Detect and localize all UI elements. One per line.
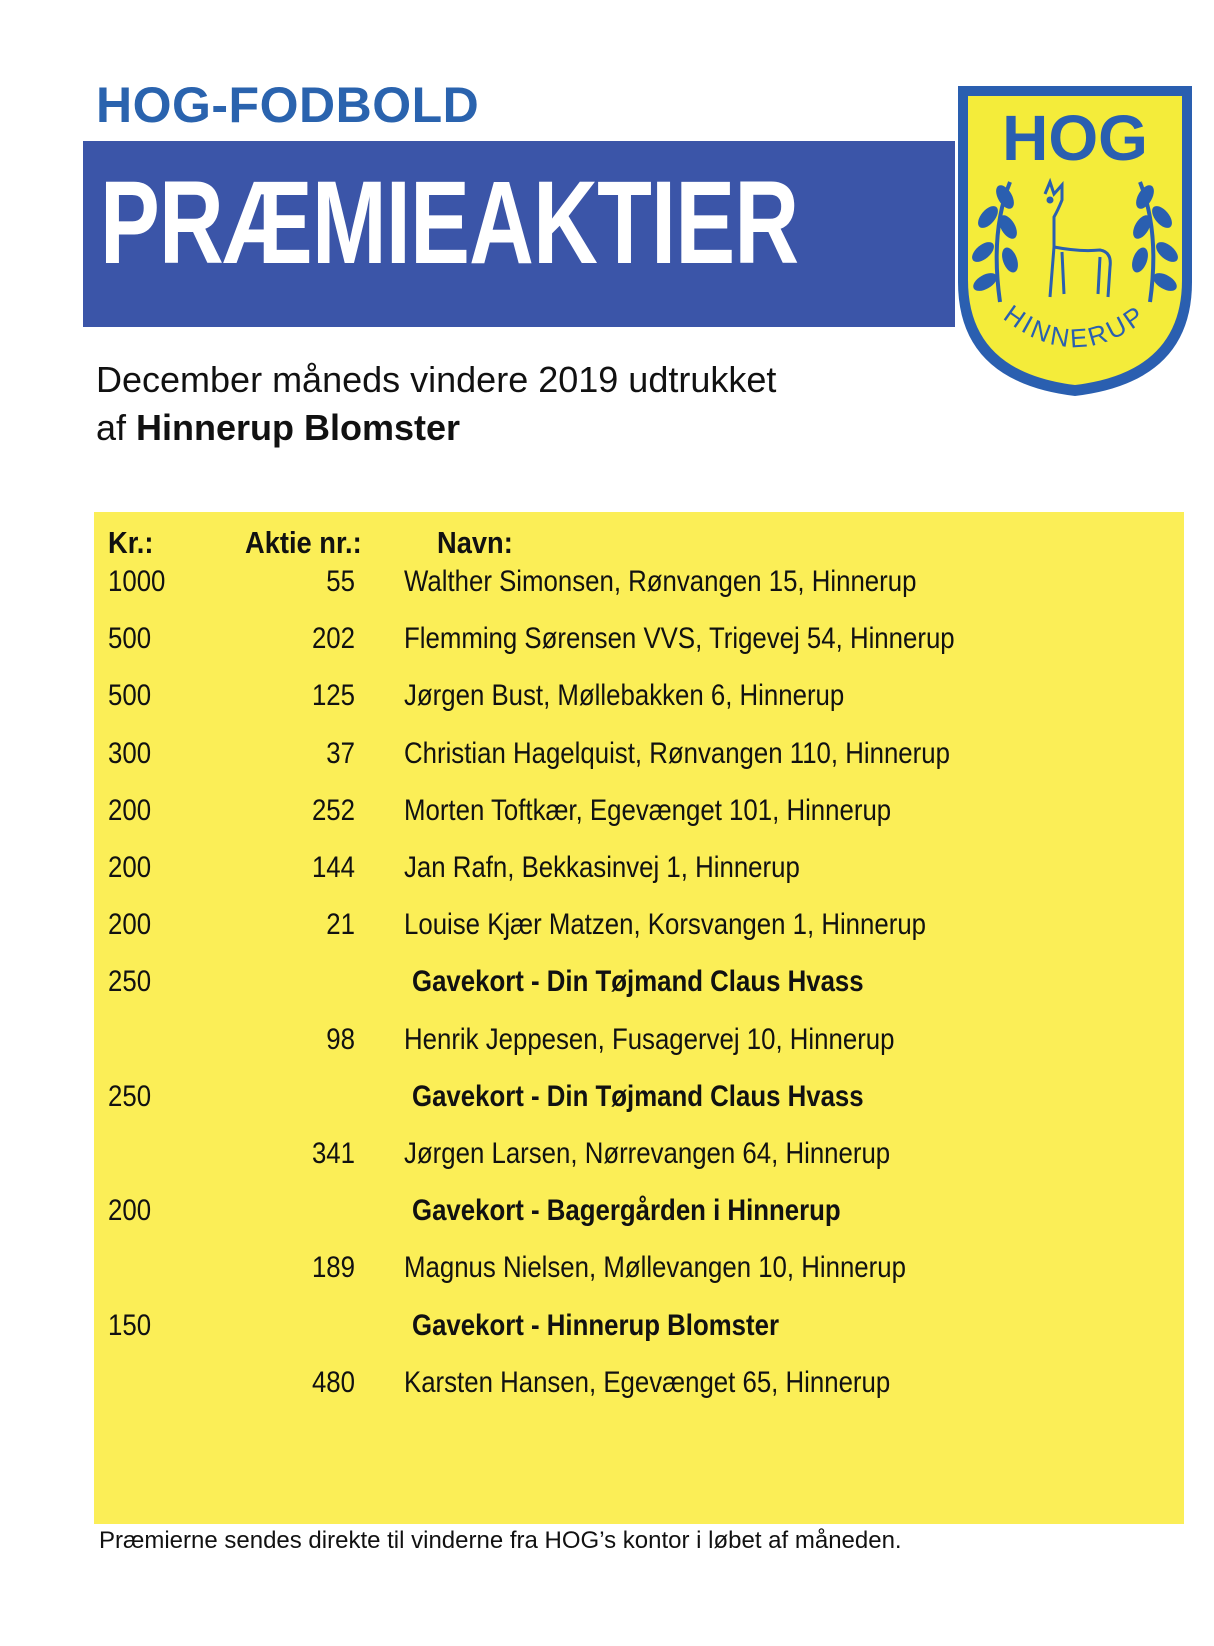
cell-aktie: 189 bbox=[311, 1251, 355, 1285]
table-row bbox=[0, 737, 1214, 777]
cell-navn: Jørgen Bust, Møllebakken 6, Hinnerup bbox=[404, 679, 845, 713]
club-title: HOG-FODBOLD bbox=[96, 77, 480, 133]
cell-aktie: 21 bbox=[326, 908, 355, 942]
table-row bbox=[0, 1194, 1214, 1234]
cell-kr: 500 bbox=[108, 679, 152, 713]
cell-navn: Walther Simonsen, Rønvangen 15, Hinnerup bbox=[404, 565, 917, 598]
cell-aktie: 202 bbox=[311, 622, 355, 656]
subtitle-prefix: af bbox=[96, 407, 137, 448]
cell-kr: 200 bbox=[108, 908, 152, 942]
subtitle-line-2 bbox=[96, 404, 776, 452]
cell-aktie: 98 bbox=[326, 1022, 355, 1056]
table-row bbox=[0, 1137, 1214, 1177]
cell-kr: 300 bbox=[108, 736, 152, 770]
cell-aktie: 252 bbox=[311, 793, 355, 827]
cell-navn: Louise Kjær Matzen, Korsvangen 1, Hinnerup bbox=[404, 908, 927, 942]
cell-navn: Henrik Jeppesen, Fusagervej 10, Hinnerup bbox=[404, 1022, 895, 1056]
footer-note: Præmierne sendes direkte til vinderne fra HOG’s kontor i løbet af måneden. bbox=[99, 1527, 902, 1554]
table-row bbox=[0, 622, 1214, 662]
cell-navn: Magnus Nielsen, Møllevangen 10, Hinnerup bbox=[404, 1251, 906, 1285]
cell-kr: 200 bbox=[108, 793, 152, 827]
table-row bbox=[0, 794, 1214, 834]
hog-crest-logo bbox=[950, 82, 1200, 400]
table-row bbox=[0, 1080, 1214, 1120]
column-header-navn: Navn: bbox=[437, 525, 513, 560]
cell-aktie: 480 bbox=[311, 1365, 355, 1399]
banner-title: PRÆMIEAKTIER bbox=[100, 157, 799, 289]
cell-navn: Flemming Sørensen VVS, Trigevej 54, Hinnerup bbox=[404, 622, 955, 656]
cell-navn: Jan Rafn, Bekkasinvej 1, Hinnerup bbox=[404, 851, 800, 884]
table-row bbox=[0, 908, 1214, 948]
table-row bbox=[0, 1251, 1214, 1291]
crest-bottom-text: HINNERUP bbox=[998, 298, 1152, 354]
cell-navn: Gavekort - Din Tøjmand Claus Hvass bbox=[412, 1079, 864, 1113]
table-row bbox=[0, 565, 1214, 605]
cell-navn: Morten Toftkær, Egevænget 101, Hinnerup bbox=[404, 793, 892, 827]
cell-aktie: 37 bbox=[326, 736, 355, 770]
table-row bbox=[0, 965, 1214, 1005]
cell-navn: Gavekort - Din Tøjmand Claus Hvass bbox=[412, 965, 864, 999]
column-header-aktie: Aktie nr.: bbox=[245, 525, 362, 560]
cell-kr: 150 bbox=[108, 1308, 152, 1342]
cell-kr: 250 bbox=[108, 965, 152, 999]
cell-aktie: 55 bbox=[326, 565, 355, 598]
table-row bbox=[0, 1309, 1214, 1349]
cell-kr: 500 bbox=[108, 622, 152, 656]
crest-top-text: HOG bbox=[1002, 102, 1148, 174]
cell-aktie: 144 bbox=[311, 851, 355, 884]
cell-navn: Jørgen Larsen, Nørrevangen 64, Hinnerup bbox=[404, 1137, 891, 1170]
subtitle-line-1: December måneds vindere 2019 udtrukket bbox=[96, 359, 777, 400]
subtitle-sponsor: Hinnerup Blomster bbox=[136, 407, 461, 448]
table-row bbox=[0, 851, 1214, 891]
cell-kr: 250 bbox=[108, 1079, 152, 1113]
column-header-kr: Kr.: bbox=[108, 525, 154, 560]
cell-aktie: 125 bbox=[311, 679, 355, 713]
table-row bbox=[0, 1366, 1214, 1406]
cell-kr: 1000 bbox=[108, 565, 166, 598]
cell-kr: 200 bbox=[108, 851, 152, 884]
table-row bbox=[0, 1023, 1214, 1063]
cell-aktie: 341 bbox=[311, 1137, 355, 1170]
banner bbox=[83, 141, 955, 327]
subtitle bbox=[96, 356, 776, 452]
cell-navn: Gavekort - Hinnerup Blomster bbox=[412, 1308, 780, 1342]
cell-kr: 200 bbox=[108, 1194, 152, 1228]
cell-navn: Karsten Hansen, Egevænget 65, Hinnerup bbox=[404, 1365, 891, 1399]
table-row bbox=[0, 679, 1214, 719]
cell-navn: Christian Hagelquist, Rønvangen 110, Hinnerup bbox=[404, 736, 950, 770]
cell-navn: Gavekort - Bagergården i Hinnerup bbox=[412, 1194, 841, 1228]
